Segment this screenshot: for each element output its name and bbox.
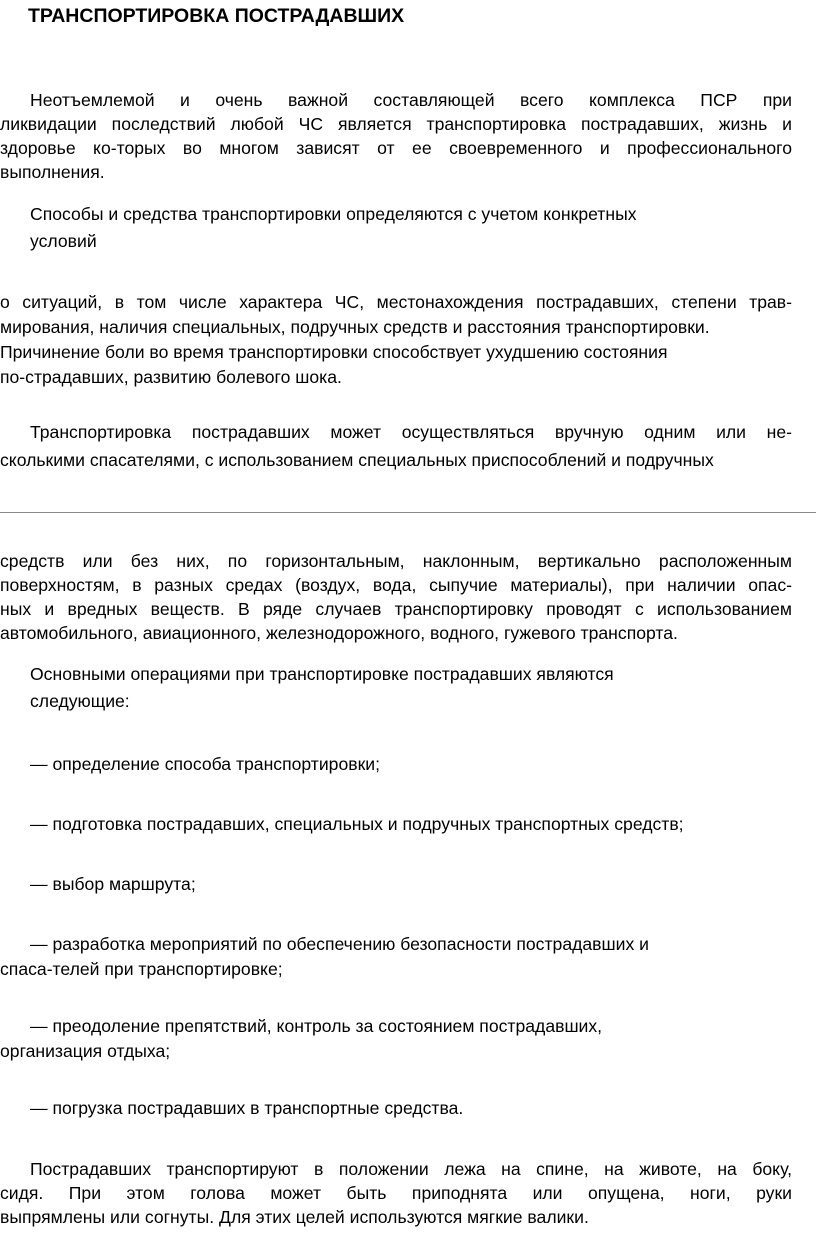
- text-line: ликвидации последствий любой ЧС является транспортировка пострадавших, жизнь и: [0, 114, 792, 134]
- text-line: условий: [30, 231, 97, 251]
- list-item: — преодоление препятствий, контроль за состоянием пострадавших,: [30, 1016, 603, 1036]
- text-line: Способы и средства транспортировки определяются с учетом конкретных: [30, 204, 637, 224]
- text-line: автомобильного, авиационного, железнодорожного, водного, гужевого транспорта.: [0, 623, 678, 643]
- text-line: Неотъемлемой и очень важной составляющей всего комплекса ПСР при: [30, 90, 792, 110]
- list-item-continuation: организация отдыха;: [0, 1041, 171, 1061]
- text-line: выпрямлены или согнуты. Для этих целей используются мягкие валики.: [0, 1207, 589, 1227]
- text-line: мирования, наличия специальных, подручных средств и расстояния транспортировки.: [0, 317, 710, 337]
- text-line: Основными операциями при транспортировке пострадавших являются: [30, 664, 614, 684]
- text-line: по-страдавших, развитию болевого шока.: [0, 367, 342, 387]
- text-line: сидя. При этом голова может быть приподнята или опущена, ноги, руки: [0, 1183, 792, 1203]
- text-line: средств или без них, по горизонтальным, наклонным, вертикально расположенным: [0, 551, 792, 571]
- text-line: сколькими спасателями, с использованием специальных приспособлений и подручных: [0, 450, 714, 470]
- text-line: выполнения.: [0, 162, 105, 182]
- text-line: ных и вредных веществ. В ряде случаев транспортировку проводят с использованием: [0, 599, 792, 619]
- text-line: Причинение боли во время транспортировки способствует ухудшению состояния: [0, 342, 668, 362]
- list-item: — погрузка пострадавших в транспортные средства.: [30, 1098, 464, 1118]
- list-item: — подготовка пострадавших, специальных и подручных транспортных средств;: [30, 814, 684, 834]
- page-break-divider: [0, 512, 816, 513]
- page-title: ТРАНСПОРТИРОВКА ПОСТРАДАВШИХ: [28, 5, 405, 27]
- text-line: Пострадавших транспортируют в положении лежа на спине, на животе, на боку,: [30, 1159, 792, 1179]
- text-line: Транспортировка пострадавших может осуществляться вручную одним или не-: [30, 422, 792, 442]
- list-item: — разработка мероприятий по обеспечению безопасности пострадавших и: [30, 934, 649, 954]
- text-line: следующие:: [30, 691, 130, 711]
- text-line: о ситуаций, в том числе характера ЧС, местонахождения пострадавших, степени трав-: [0, 292, 792, 312]
- text-line: здоровье ко-торых во многом зависят от ее своевременного и профессионального: [0, 138, 792, 158]
- text-line: поверхностям, в разных средах (воздух, вода, сыпучие материалы), при наличии опас-: [0, 575, 792, 595]
- list-item: — выбор маршрута;: [30, 874, 196, 894]
- list-item: — определение способа транспортировки;: [30, 754, 381, 774]
- list-item-continuation: спаса-телей при транспортировке;: [0, 959, 283, 979]
